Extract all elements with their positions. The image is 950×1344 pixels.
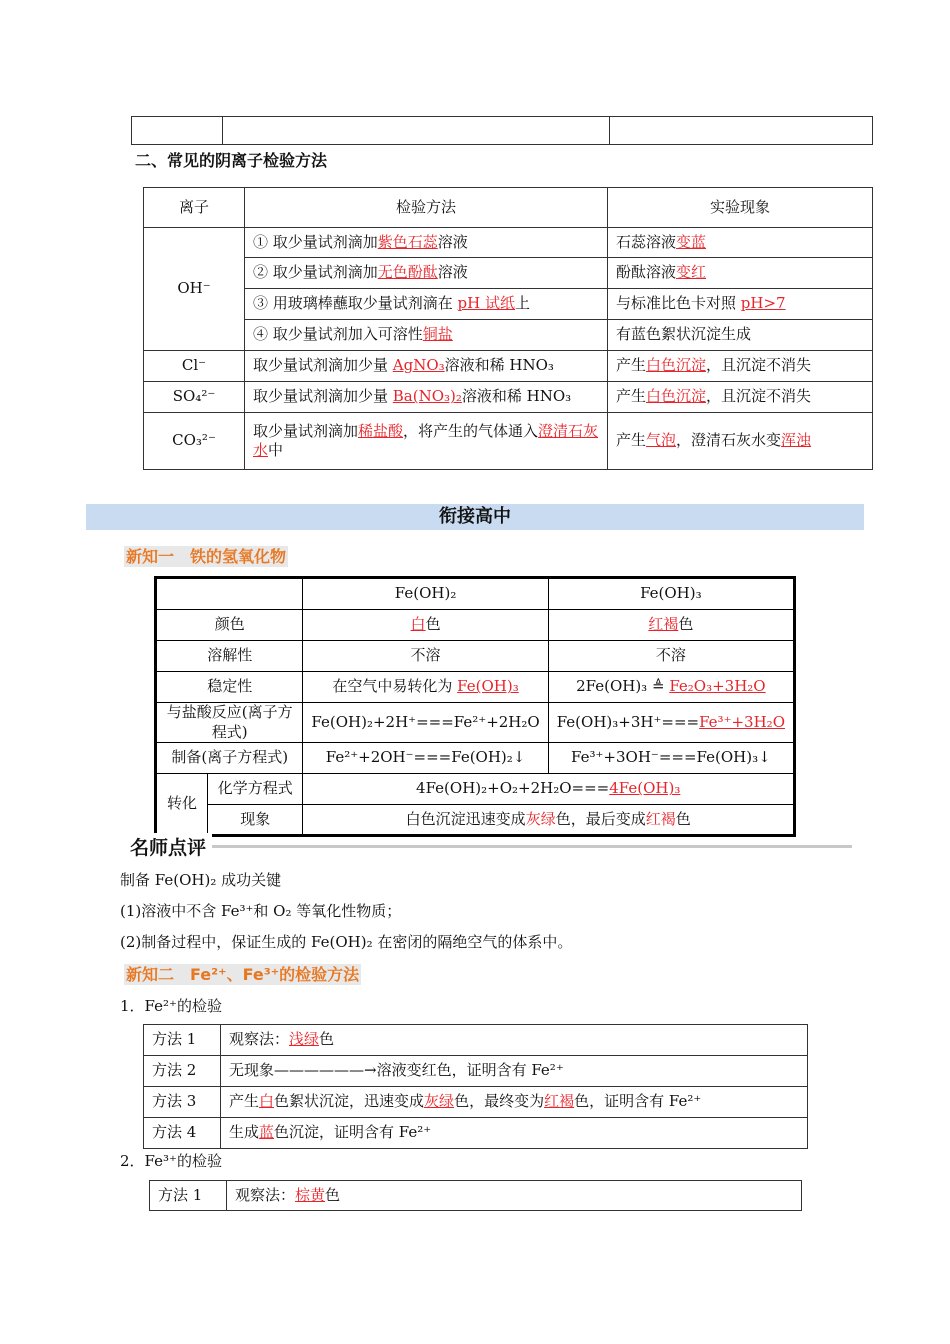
- method-row: [245, 413, 608, 470]
- text-run: 澄清石灰水: [253, 421, 599, 459]
- text-run: 生成: [229, 1123, 260, 1142]
- text-run: 产生: [229, 1092, 260, 1111]
- text-run: 气泡: [646, 431, 677, 450]
- ion-cl: Cl⁻: [144, 351, 245, 382]
- table-cell: [548, 703, 794, 743]
- text-run: 色: [425, 615, 441, 634]
- text-run: 浑浊: [781, 431, 812, 450]
- method-row: [245, 320, 608, 351]
- text-run: 色: [675, 809, 691, 828]
- fe2-title: 1．Fe²⁺的检验: [120, 997, 222, 1015]
- table-cell: 不溶: [303, 641, 548, 672]
- text-run: 变红: [676, 263, 707, 282]
- row-prep-label: 制备(离子方程式): [156, 743, 303, 774]
- text-run: 酚酞溶液: [616, 263, 677, 282]
- method-row: [245, 289, 608, 320]
- table-cell: [227, 1181, 802, 1211]
- table-cell: Fe²⁺+2OH⁻===Fe(OH)₂↓: [303, 743, 548, 774]
- header-result: 实验现象: [608, 188, 873, 228]
- row-trans-label: 转化: [156, 774, 208, 836]
- header-method: 检验方法: [245, 188, 608, 228]
- table-cell: 方法 2: [144, 1056, 221, 1087]
- table-cell: 方法 3: [144, 1087, 221, 1118]
- table-cell: [221, 1118, 808, 1149]
- text-run: 色，最终变为: [454, 1092, 545, 1111]
- text-run: 灰绿: [424, 1092, 455, 1111]
- text-run: 产生: [616, 356, 647, 375]
- teacher-title: 名师点评: [124, 833, 212, 860]
- text-run: ③ 用玻璃棒蘸取少量试剂滴在: [253, 294, 458, 313]
- text-run: 与标准比色卡对照: [616, 294, 741, 313]
- text-run: AgNO₃: [392, 356, 445, 375]
- text-run: 新知一 铁的氢氧化物: [126, 547, 287, 566]
- table-cell: [303, 610, 548, 641]
- text-run: 溶液和稀 HNO₃: [461, 387, 572, 406]
- text-run: 色絮状沉淀，迅速变成: [274, 1092, 425, 1111]
- text-run: 石蕊溶液: [616, 232, 677, 251]
- fe3-title: 2．Fe³⁺的检验: [120, 1152, 222, 1170]
- table-cell: 现象: [208, 805, 303, 836]
- text-run: 4Fe(OH)₃: [609, 779, 681, 798]
- new1-label: [124, 544, 288, 567]
- top-empty-table: [131, 116, 873, 145]
- text-run: 中: [268, 441, 284, 459]
- table-cell: [156, 578, 303, 610]
- row-stability-label: 稳定性: [156, 672, 303, 703]
- table-cell: 化学方程式: [208, 774, 303, 805]
- text-run: 棕黄: [295, 1185, 326, 1204]
- text-run: 白色沉淀: [646, 387, 707, 406]
- text-run: 白色沉淀迅速变成: [405, 809, 526, 828]
- text-run: 浅绿: [289, 1030, 320, 1049]
- table-cell: Fe(OH)₂+2H⁺===Fe²⁺+2H₂O: [303, 703, 548, 743]
- table-cell: Fe³⁺+3OH⁻===Fe(OH)₃↓: [548, 743, 794, 774]
- table-cell: 方法 1: [150, 1181, 227, 1211]
- result-row: [608, 351, 873, 382]
- table-cell: [548, 610, 794, 641]
- text-run: Fe(OH)₃: [457, 677, 519, 696]
- method-row: [245, 228, 608, 258]
- row-color-label: 颜色: [156, 610, 303, 641]
- text-run: 色: [319, 1030, 335, 1049]
- text-run: pH>7: [740, 294, 786, 313]
- new2-label: [124, 962, 361, 985]
- table-cell: [132, 117, 223, 145]
- text-run: 4Fe(OH)₂+O₂+2H₂O===: [416, 779, 610, 798]
- text-run: ，将产生的气体通入: [403, 421, 539, 440]
- table-cell: 方法 4: [144, 1118, 221, 1149]
- table-cell: [610, 117, 873, 145]
- table-cell: 方法 1: [144, 1025, 221, 1056]
- table-cell: [303, 805, 795, 836]
- text-run: 红褐: [645, 809, 676, 828]
- text-run: Fe₂O₃+3H₂O: [669, 677, 766, 696]
- text-run: 色: [678, 615, 694, 634]
- text-run: 溶液: [437, 232, 468, 251]
- text-run: 色，最后变成: [555, 809, 646, 828]
- text-run: Fe(OH)₃+3H⁺===: [556, 712, 700, 731]
- text-run: ，且沉淀不消失: [706, 387, 812, 406]
- text-run: 溶液和稀 HNO₃: [444, 356, 554, 375]
- text-run: 变蓝: [676, 232, 707, 251]
- result-row: [608, 258, 873, 289]
- text-run: 取少量试剂滴加: [253, 421, 359, 440]
- table-cell: [221, 1056, 808, 1087]
- banner: 衔接高中: [86, 504, 864, 530]
- table-cell: [223, 117, 610, 145]
- teacher-line: (1)溶液中不含 Fe³⁺和 O₂ 等氧化性物质；: [120, 902, 402, 920]
- method-row: [245, 382, 608, 413]
- text-run: 灰绿: [525, 809, 556, 828]
- text-run: 无现象——————→溶液变红色，证明含有 Fe²⁺: [229, 1061, 564, 1080]
- fe3-table: [149, 1180, 802, 1211]
- text-run: 有蓝色絮状沉淀生成: [616, 325, 752, 344]
- col-feoh2: Fe(OH)₂: [303, 578, 548, 610]
- teacher-line: (2)制备过程中，保证生成的 Fe(OH)₂ 在密闭的隔绝空气的体系中。: [120, 933, 573, 951]
- result-row: [608, 382, 873, 413]
- text-run: 蓝: [259, 1123, 275, 1142]
- row-solubility-label: 溶解性: [156, 641, 303, 672]
- text-run: ① 取少量试剂滴加: [253, 232, 378, 251]
- text-run: 上: [515, 294, 531, 313]
- teacher-line: 制备 Fe(OH)₂ 成功关键: [120, 871, 282, 889]
- text-run: 色沉淀，证明含有 Fe²⁺: [274, 1123, 432, 1142]
- text-run: 稀盐酸: [358, 421, 404, 440]
- section2-title: 二、常见的阴离子检验方法: [135, 151, 328, 170]
- text-run: 红褐: [648, 615, 679, 634]
- text-run: ② 取少量试剂滴加: [253, 263, 378, 282]
- divider: [130, 845, 852, 848]
- anion-table: [143, 187, 873, 470]
- ion-oh: OH⁻: [144, 228, 245, 351]
- header-ion: 离子: [144, 188, 245, 228]
- text-run: 白: [410, 615, 426, 634]
- table-cell: [303, 672, 548, 703]
- text-run: 色: [325, 1185, 341, 1204]
- col-feoh3: Fe(OH)₃: [548, 578, 794, 610]
- text-run: Ba(NO₃)₂: [392, 387, 462, 406]
- text-run: 产生: [616, 387, 647, 406]
- ion-co3: CO₃²⁻: [144, 413, 245, 470]
- text-run: 紫色石蕊: [377, 232, 438, 251]
- table-cell: 不溶: [548, 641, 794, 672]
- result-row: [608, 413, 873, 470]
- text-run: 在空气中易转化为: [332, 677, 458, 696]
- text-run: pH 试纸: [457, 294, 515, 313]
- text-run: ，且沉淀不消失: [706, 356, 812, 375]
- text-run: 取少量试剂滴加少量: [253, 387, 393, 406]
- method-row: [245, 258, 608, 289]
- table-cell: [221, 1087, 808, 1118]
- table-cell: [548, 672, 794, 703]
- text-run: 红褐: [544, 1092, 575, 1111]
- table-cell: [221, 1025, 808, 1056]
- row-hcl-label: 与盐酸反应(离子方程式): [156, 703, 303, 743]
- text-run: 色，证明含有 Fe²⁺: [574, 1092, 702, 1111]
- result-row: [608, 289, 873, 320]
- ion-so4: SO₄²⁻: [144, 382, 245, 413]
- table-cell: [303, 774, 795, 805]
- iron-hydroxide-table: [154, 576, 796, 837]
- result-row: [608, 320, 873, 351]
- method-row: [245, 351, 608, 382]
- text-run: 观察法：: [229, 1030, 290, 1049]
- text-run: 白: [259, 1092, 275, 1111]
- result-row: [608, 228, 873, 258]
- text-run: 铜盐: [422, 325, 453, 344]
- text-run: ④ 取少量试剂加入可溶性: [253, 325, 423, 344]
- text-run: 取少量试剂滴加少量: [253, 356, 393, 375]
- text-run: 无色酚酞: [377, 263, 438, 282]
- text-run: ，澄清石灰水变: [676, 431, 782, 450]
- text-run: Fe³⁺+3H₂O: [699, 712, 785, 731]
- text-run: 白色沉淀: [646, 356, 707, 375]
- text-run: 2Fe(OH)₃ ≜: [576, 677, 670, 696]
- text-run: 观察法：: [235, 1185, 296, 1204]
- text-run: 产生: [616, 431, 647, 450]
- text-run: 溶液: [437, 263, 468, 282]
- text-run: 新知二 Fe²⁺、Fe³⁺的检验方法: [126, 965, 360, 984]
- fe2-table: [143, 1024, 808, 1149]
